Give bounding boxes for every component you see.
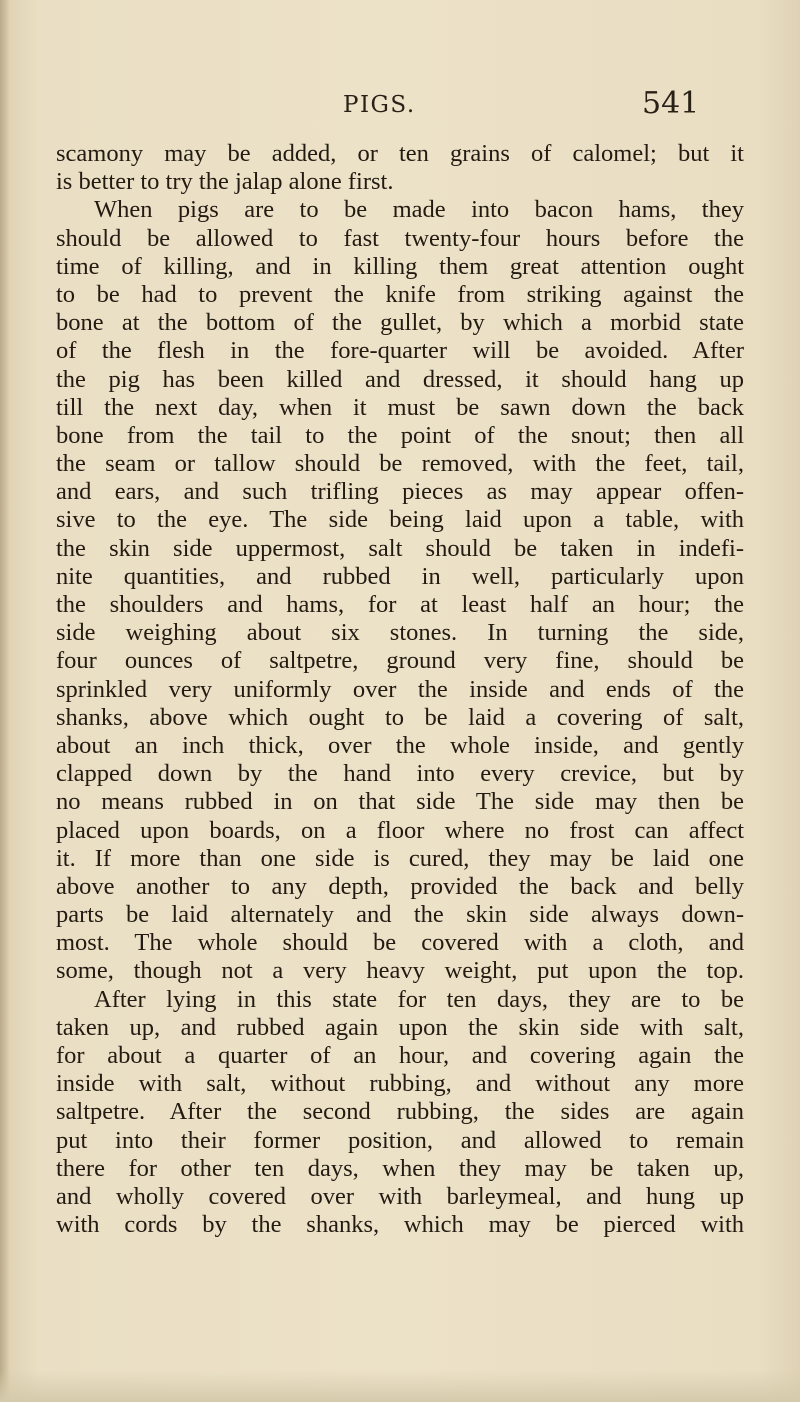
- text-line: scamony may be added, or ten grains of calomel; but it: [56, 140, 744, 167]
- text-line: sive to the eye. The side being laid upon a table, with: [56, 506, 744, 534]
- text-line: After lying in this state for ten days, they are to be: [94, 985, 744, 1013]
- text-line: the seam or tallow should be removed, with the feet, tail,: [56, 450, 744, 478]
- text-line: taken up, and rubbed again upon the skin side with salt,: [56, 1013, 744, 1041]
- text-line: there for other ten days, when they may be taken up,: [56, 1154, 744, 1182]
- text-line: nite quantities, and rubbed in well, particularly upon: [56, 562, 744, 590]
- text-line: bone at the bottom of the gullet, by which a morbid state: [56, 309, 744, 337]
- text-line: parts be laid alternately and the skin side always down-: [56, 901, 744, 929]
- text-line: the pig has been killed and dressed, it should hang up: [56, 365, 744, 393]
- text-line: to be had to prevent the knife from striking against the: [56, 280, 744, 308]
- page-header: [0, 86, 800, 126]
- text-line: sprinkled very uniformly over the inside and ends of the: [56, 675, 744, 703]
- text-line: most. The whole should be covered with a cloth, and: [56, 929, 744, 957]
- text-line: four ounces of saltpetre, ground very fine, should be: [56, 647, 744, 675]
- text-line: bone from the tail to the point of the snout; then all: [56, 421, 744, 449]
- text-line: and ears, and such trifling pieces as may appear offen-: [56, 478, 744, 506]
- text-line: side weighing about six stones. In turning the side,: [56, 619, 744, 647]
- text-line: the shoulders and hams, for at least half an hour; the: [56, 591, 744, 618]
- text-line: is better to try the jalap alone first.: [56, 168, 394, 196]
- text-line: for about a quarter of an hour, and covering again the: [56, 1042, 744, 1069]
- text-line: some, though not a very heavy weight, put upon the top.: [56, 957, 744, 985]
- text-line: put into their former position, and allowed to remain: [56, 1126, 744, 1154]
- text-line: should be allowed to fast twenty-four hours before the: [56, 224, 744, 252]
- text-line: When pigs are to be made into bacon hams, they: [94, 196, 744, 224]
- text-line: till the next day, when it must be sawn down the back: [56, 393, 744, 421]
- text-line: it. If more than one side is cured, they may be laid one: [56, 844, 744, 872]
- text-line: shanks, above which ought to be laid a covering of salt,: [56, 703, 744, 731]
- text-line: above another to any depth, provided the back and belly: [56, 872, 744, 900]
- text-line: and wholly covered over with barleymeal, and hung up: [56, 1182, 744, 1210]
- page-number: 541: [642, 86, 700, 121]
- text-line: clapped down by the hand into every crevice, but by: [56, 760, 744, 788]
- page-edge-shadow: [0, 1370, 800, 1402]
- text-line: saltpetre. After the second rubbing, the sides are again: [56, 1098, 744, 1126]
- body-text: [56, 140, 744, 1239]
- text-line: with cords by the shanks, which may be pierced with: [56, 1211, 744, 1239]
- gutter-shadow: [0, 0, 10, 1402]
- text-line: no means rubbed in on that side The side may then be: [56, 788, 744, 816]
- text-line: about an inch thick, over the whole inside, and gently: [56, 731, 744, 759]
- text-line: of the flesh in the fore-quarter will be avoided. After: [56, 337, 744, 365]
- text-line: time of killing, and in killing them great attention ought: [56, 252, 744, 280]
- running-head: PIGS.: [343, 92, 416, 118]
- text-line: the skin side uppermost, salt should be taken in indefi-: [56, 534, 744, 562]
- text-line: placed upon boards, on a floor where no frost can affect: [56, 816, 744, 844]
- text-line: inside with salt, without rubbing, and without any more: [56, 1070, 744, 1098]
